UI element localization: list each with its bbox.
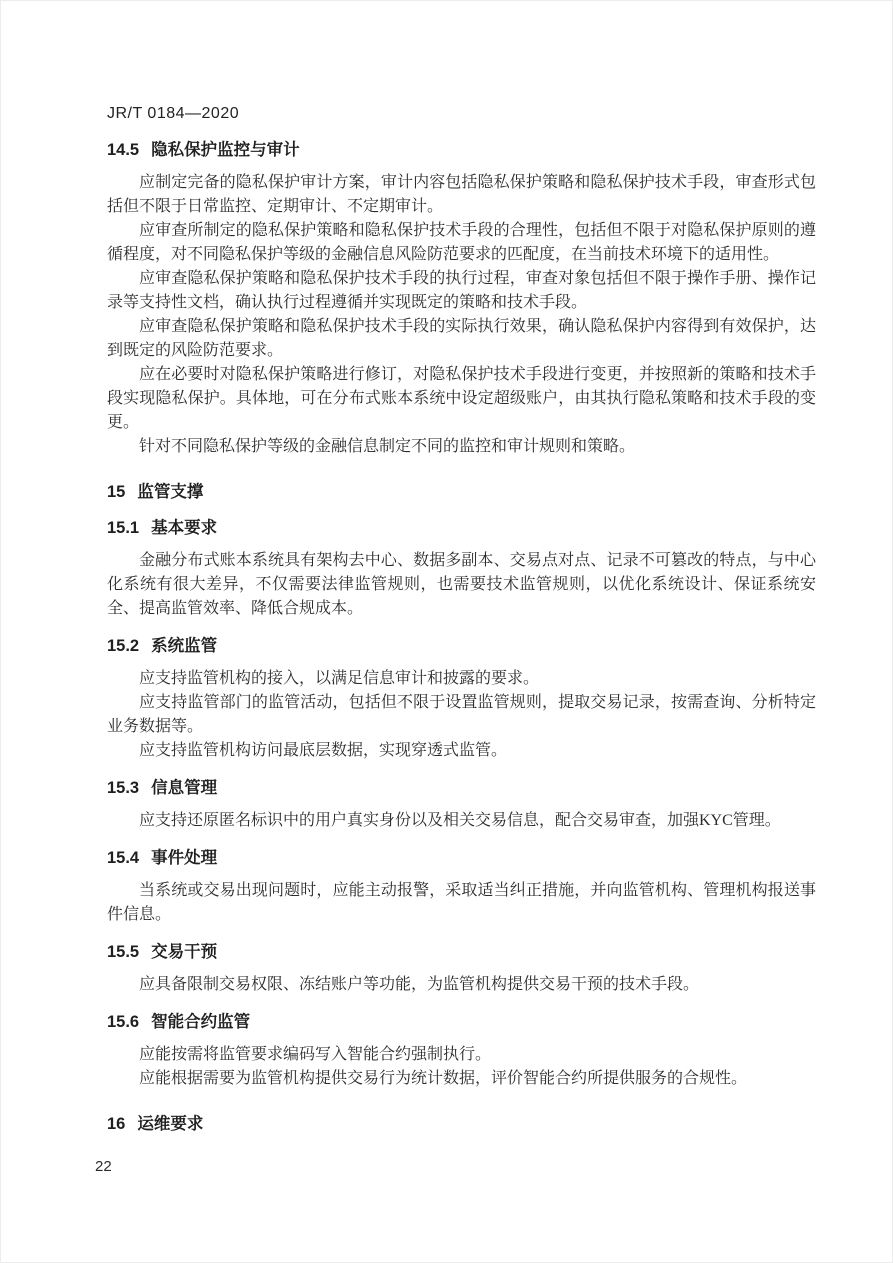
section-heading bbox=[107, 941, 816, 963]
paragraph: 针对不同隐私保护等级的金融信息制定不同的监控和审计规则和策略。 bbox=[139, 438, 636, 455]
paragraph: 当系统或交易出现问题时，应能主动报警，采取适当纠正措施，并向监管机构、管理机构报送事件信息。 bbox=[107, 882, 816, 923]
heading-number: 16 bbox=[107, 1115, 126, 1133]
heading-number: 15.6 bbox=[107, 1013, 140, 1031]
paragraph: 金融分布式账本系统具有架构去中心、数据多副本、交易点对点、记录不可篡改的特点，与中心化系统有很大差异，不仅需要法律监管规则，也需要技术监管规则，以优化系统设计、保证系统安全、提高监管效率、降低合规成本。 bbox=[107, 552, 816, 617]
document-body bbox=[1, 1, 892, 1135]
heading-number: 15.4 bbox=[107, 849, 140, 867]
paragraph: 应在必要时对隐私保护策略进行修订，对隐私保护技术手段进行变更，并按照新的策略和技术手段实现隐私保护。具体地，可在分布式账本系统中设定超级账户，由其执行隐私策略和技术手段的变更。 bbox=[107, 366, 816, 431]
paragraph: 应能按需将监管要求编码写入智能合约强制执行。 bbox=[139, 1046, 492, 1063]
standard-code-header: JR/T 0184—2020 bbox=[107, 105, 240, 122]
paragraph: 应审查所制定的隐私保护策略和隐私保护技术手段的合理性，包括但不限于对隐私保护原则的遵循程度，对不同隐私保护等级的金融信息风险防范要求的匹配度，在当前技术环境下的适用性。 bbox=[107, 222, 816, 263]
heading-number: 14.5 bbox=[107, 141, 140, 159]
heading-title: 交易干预 bbox=[151, 943, 218, 961]
chapter-heading bbox=[107, 481, 816, 503]
page-number: 22 bbox=[95, 1158, 112, 1175]
paragraph: 应能根据需要为监管机构提供交易行为统计数据，评价智能合约所提供服务的合规性。 bbox=[139, 1070, 748, 1087]
paragraph: 应支持监管部门的监管活动，包括但不限于设置监管规则，提取交易记录，按需查询、分析特定业务数据等。 bbox=[107, 694, 816, 735]
section-heading bbox=[107, 777, 816, 799]
heading-number: 15 bbox=[107, 483, 126, 501]
paragraph: 应具备限制交易权限、冻结账户等功能，为监管机构提供交易干预的技术手段。 bbox=[139, 976, 700, 993]
section-heading bbox=[107, 1011, 816, 1033]
heading-number: 15.1 bbox=[107, 519, 140, 537]
section-heading bbox=[107, 847, 816, 869]
paragraph: 应支持监管机构访问最底层数据，实现穿透式监管。 bbox=[139, 742, 508, 759]
heading-title: 系统监管 bbox=[151, 637, 218, 655]
heading-number: 15.2 bbox=[107, 637, 140, 655]
paragraph: 应制定完备的隐私保护审计方案，审计内容包括隐私保护策略和隐私保护技术手段，审查形式包括但不限于日常监控、定期审计、不定期审计。 bbox=[107, 174, 816, 215]
heading-title: 隐私保护监控与审计 bbox=[151, 141, 300, 159]
heading-title: 监管支撑 bbox=[137, 483, 204, 501]
section-heading bbox=[107, 635, 816, 657]
heading-title: 信息管理 bbox=[151, 779, 218, 797]
chapter-heading bbox=[107, 1113, 816, 1135]
heading-title: 智能合约监管 bbox=[151, 1013, 251, 1031]
paragraph: 应支持监管机构的接入，以满足信息审计和披露的要求。 bbox=[139, 670, 540, 687]
paragraph: 应支持还原匿名标识中的用户真实身份以及相关交易信息，配合交易审查，加强KYC管理。 bbox=[139, 812, 781, 829]
heading-title: 基本要求 bbox=[151, 519, 218, 537]
heading-title: 运维要求 bbox=[137, 1115, 204, 1133]
paragraph: 应审查隐私保护策略和隐私保护技术手段的执行过程，审查对象包括但不限于操作手册、操作记录等支持性文档，确认执行过程遵循并实现既定的策略和技术手段。 bbox=[107, 270, 816, 311]
heading-number: 15.5 bbox=[107, 943, 140, 961]
section-heading bbox=[107, 517, 816, 539]
heading-number: 15.3 bbox=[107, 779, 140, 797]
heading-title: 事件处理 bbox=[151, 849, 218, 867]
paragraph: 应审查隐私保护策略和隐私保护技术手段的实际执行效果，确认隐私保护内容得到有效保护，达到既定的风险防范要求。 bbox=[107, 318, 816, 359]
section-heading bbox=[107, 139, 816, 161]
